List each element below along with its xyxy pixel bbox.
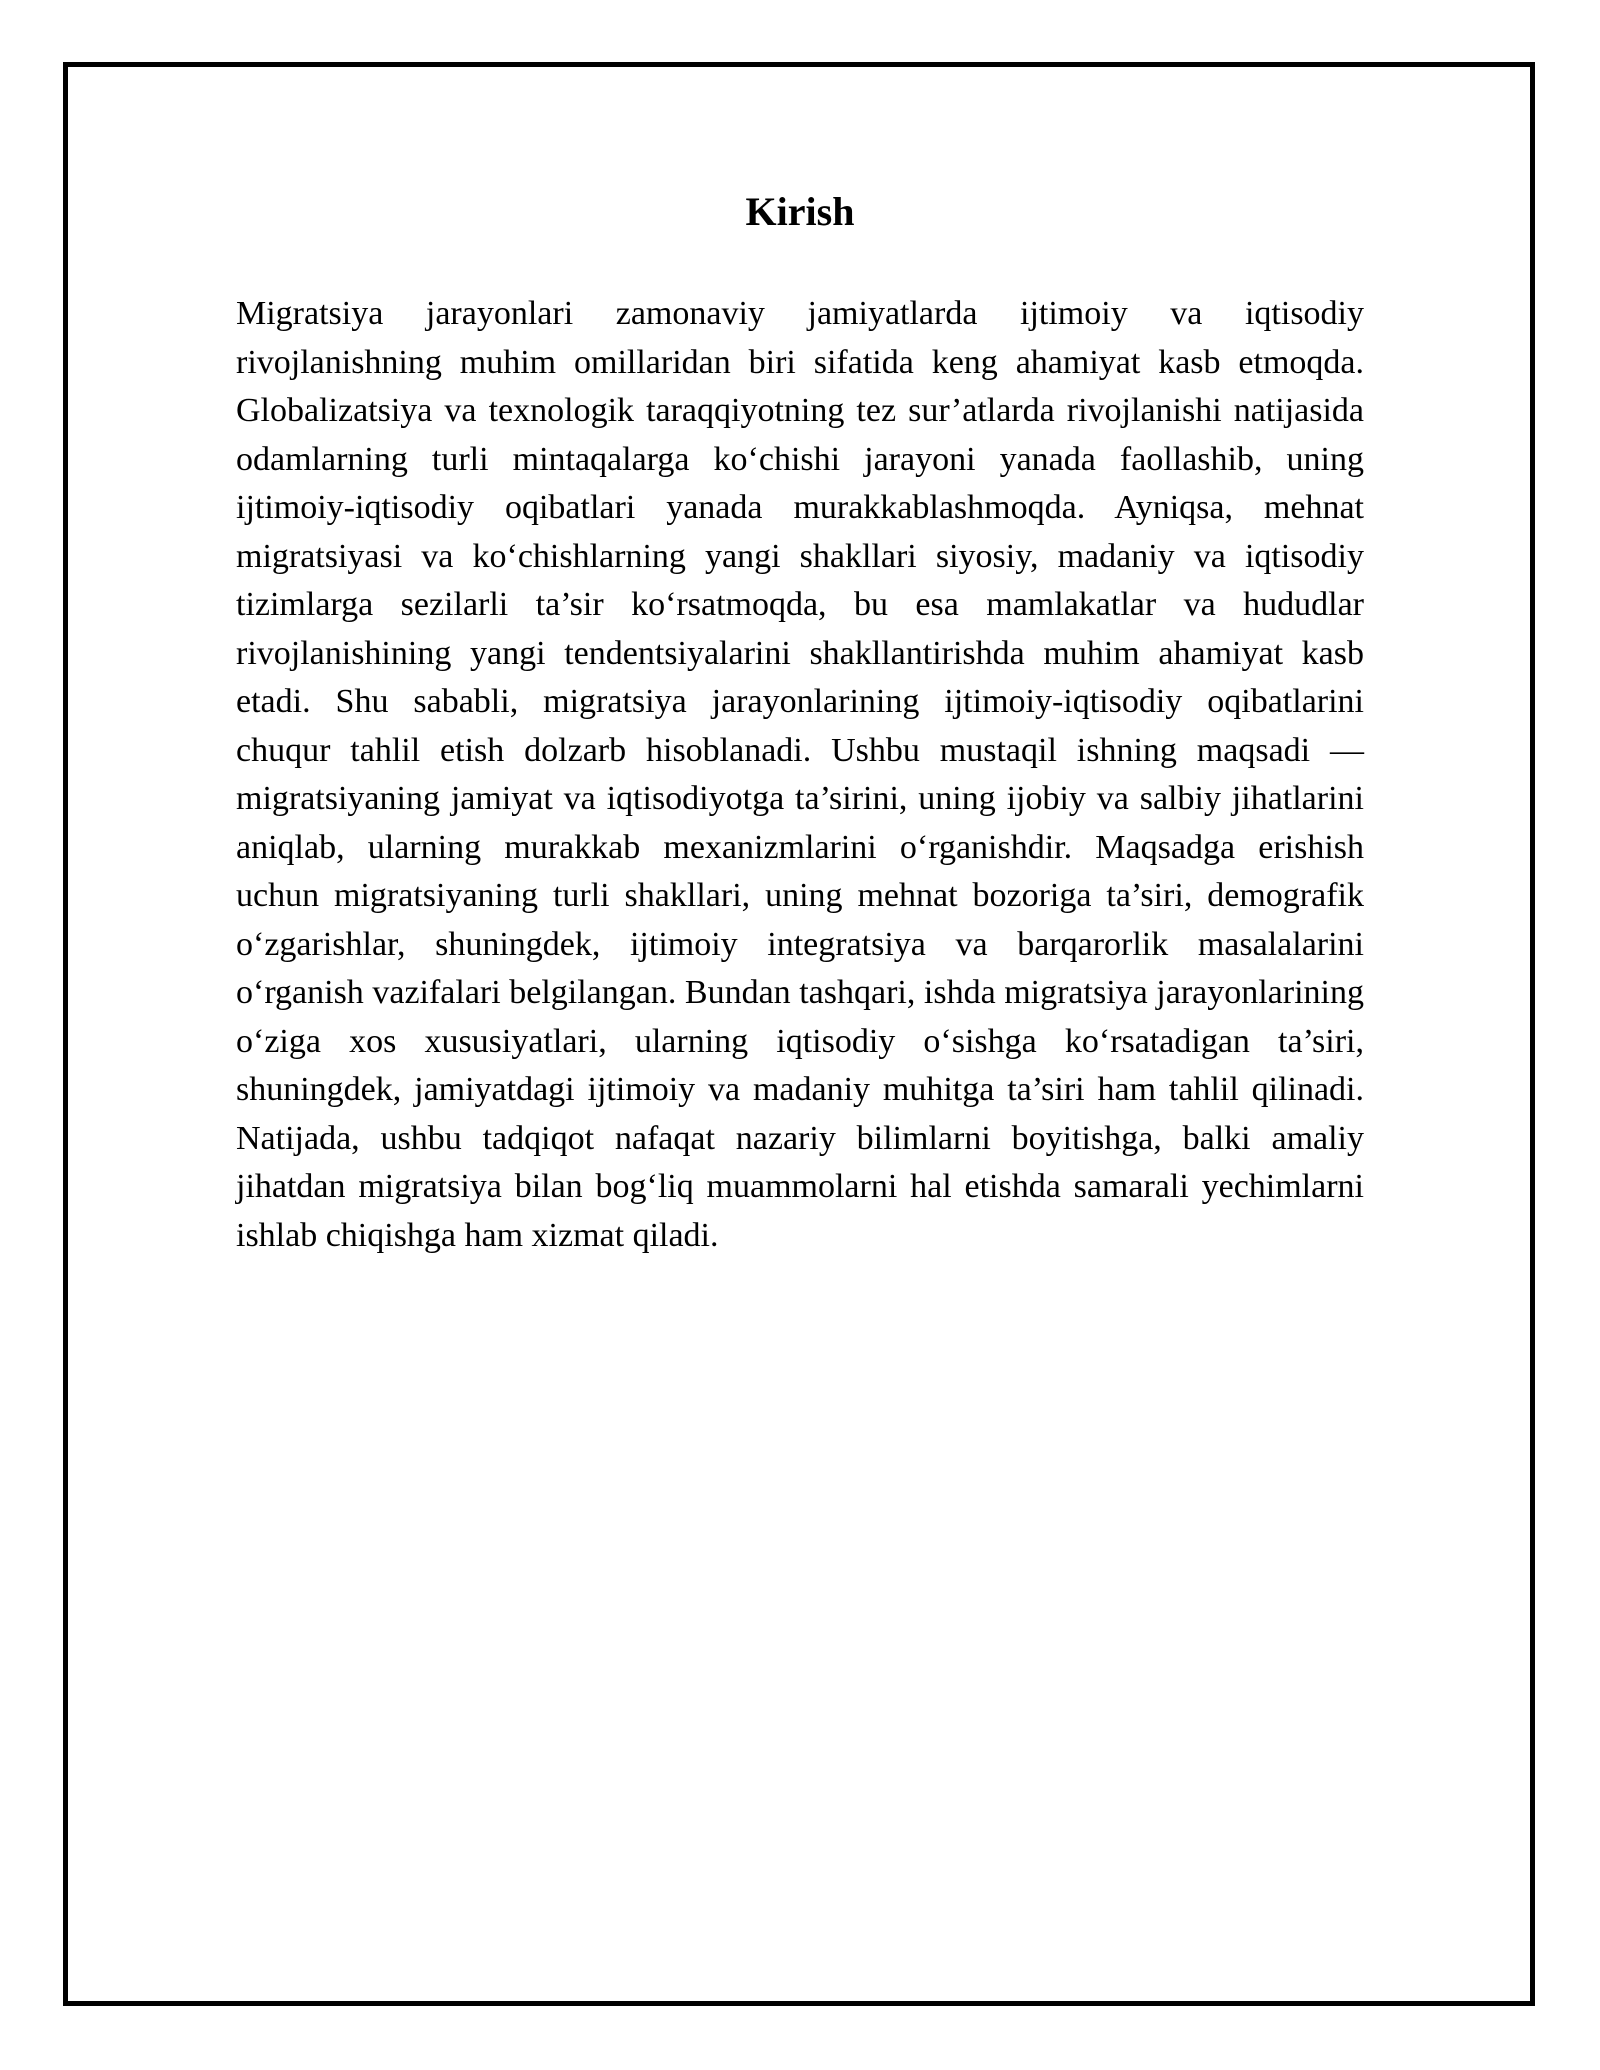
page-title: Kirish [745, 189, 855, 234]
intro-paragraph: Migratsiya jarayonlari zamonaviy jamiyatlarda ijtimoiy va iqtisodiy rivojlanishning muhim omillaridan biri sifatida keng ahamiyat kasb etmoqda. Globalizatsiya va texnologik taraqqiyotning tez sur’atlarda rivojlanishi natijasida odamlarning turli mintaqalarga ko‘chishi jarayoni yanada faollashib, uning ijtimoiy-iqtisodiy oqibatlari yanada murakkablashmoqda. Ayniqsa, mehnat migratsiyasi va ko‘chishlarning yangi shakllari siyosiy, madaniy va iqtisodiy tizimlarga sezilarli ta’sir ko‘rsatmoqda, bu esa mamlakatlar va hududlar rivojlanishining yangi tendentsiyalarini shakllantirishda muhim ahamiyat kasb etadi. Shu sababli, migratsiya jarayonlarining ijtimoiy-iqtisodiy oqibatlarini chuqur tahlil etish dolzarb hisoblanadi. Ushbu mustaqil ishning maqsadi — migratsiyaning jamiyat va iqtisodiyotga ta’sirini, uning ijobiy va salbiy jihatlarini aniqlab, ularning murakkab mexanizmlarini o‘rganishdir. Maqsadga erishish uchun migratsiyaning turli shakllari, uning mehnat bozoriga ta’siri, demografik o‘zgarishlar, shuningdek, ijtimoiy integratsiya va barqarorlik masalalarini o‘rganish vazifalari belgilangan. Bundan tashqari, ishda migratsiya jarayonlarining o‘ziga xos xususiyatlari, ularning iqtisodiy o‘sishga ko‘rsatadigan ta’siri, shuningdek, jamiyatdagi ijtimoiy va madaniy muhitga ta’siri ham tahlil qilinadi. Natijada, ushbu tadqiqot nafaqat nazariy bilimlarni boyitishga, balki amaliy jihatdan migratsiya bilan bog‘liq muammolarni hal etishda samarali yechimlarni ishlab chiqishga ham xizmat qiladi. [236, 295, 1364, 1254]
